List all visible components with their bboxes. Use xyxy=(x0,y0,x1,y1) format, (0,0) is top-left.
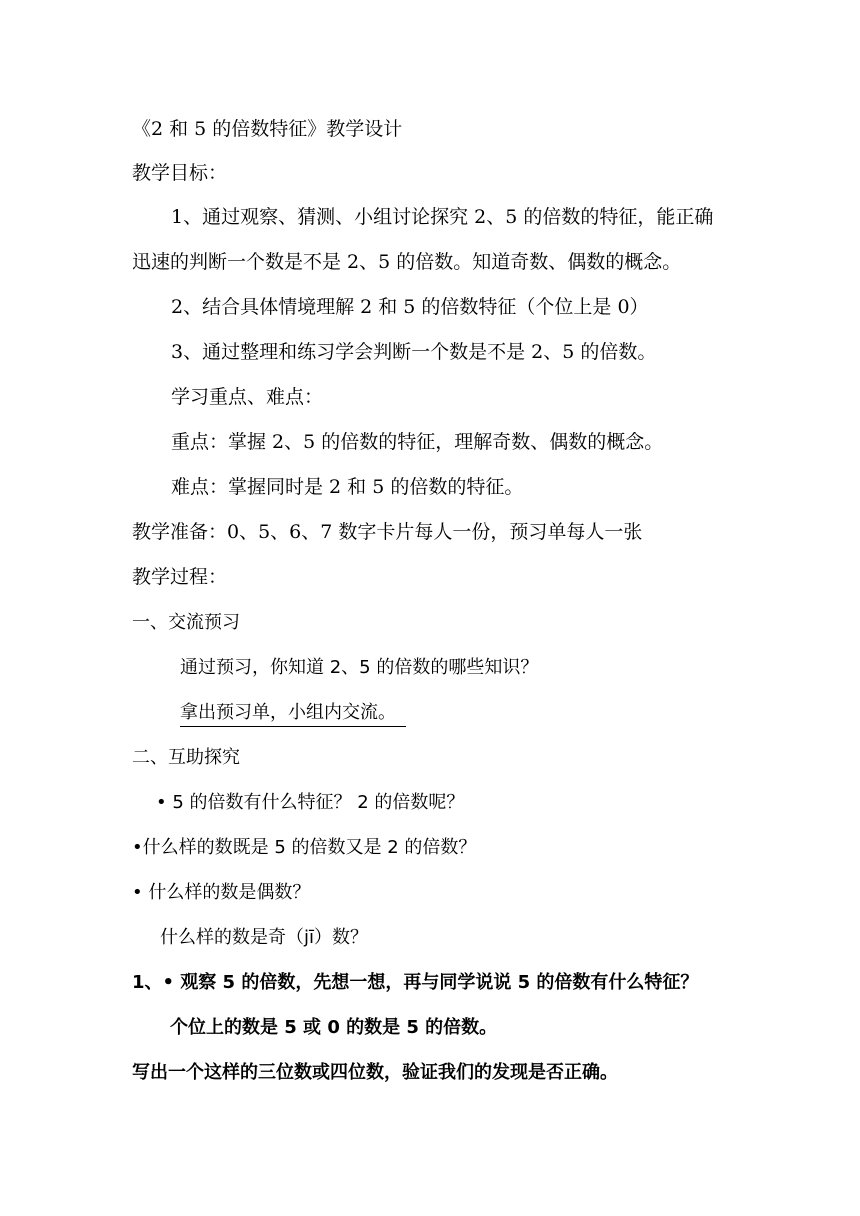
section-2-heading: 二、互助探究 xyxy=(132,747,240,768)
key-points-heading: 学习重点、难点： xyxy=(171,386,324,408)
section-1-heading: 一、交流预习 xyxy=(132,612,240,633)
section-1-task: 拿出预习单，小组内交流。 xyxy=(180,700,406,727)
conclusion: 个位上的数是 5 或 0 的数是 5 的倍数。 xyxy=(170,1017,498,1038)
question-3: • 什么样的数是偶数？ xyxy=(132,882,311,903)
question-4: 什么样的数是奇（jī）数？ xyxy=(160,927,369,948)
process-heading: 教学过程： xyxy=(132,566,228,588)
observe-instruction: 1、• 观察 5 的倍数，先想一想，再与同学说说 5 的倍数有什么特征？ xyxy=(132,972,699,993)
question-2: •什么样的数既是 5 的倍数又是 2 的倍数？ xyxy=(132,837,477,858)
verify-instruction: 写出一个这样的三位数或四位数，验证我们的发现是否正确。 xyxy=(132,1062,618,1083)
key-point: 重点：掌握 2、5 的倍数的特征，理解奇数、偶数的概念。 xyxy=(171,431,664,453)
objective-3: 3、通过整理和练习学会判断一个数是不是 2、5 的倍数。 xyxy=(171,341,657,363)
question-1: • 5 的倍数有什么特征？ 2 的倍数呢？ xyxy=(156,792,465,813)
difficult-point: 难点：掌握同时是 2 和 5 的倍数的特征。 xyxy=(171,476,524,498)
document-title: 《2 和 5 的倍数特征》教学设计 xyxy=(132,118,403,140)
objective-1-line-2: 迅速的判断一个数是不是 2、5 的倍数。知道奇数、偶数的概念。 xyxy=(132,251,682,273)
objective-1-line-1: 1、通过观察、猜测、小组讨论探究 2、5 的倍数的特征，能正确 xyxy=(171,206,714,228)
objective-2: 2、结合具体情境理解 2 和 5 的倍数特征（个位上是 0） xyxy=(171,296,649,318)
objectives-heading: 教学目标： xyxy=(132,162,228,184)
teaching-preparation: 教学准备：0、5、6、7 数字卡片每人一份，预习单每人一张 xyxy=(132,521,643,543)
section-1-question: 通过预习，你知道 2、5 的倍数的哪些知识？ xyxy=(180,657,539,678)
